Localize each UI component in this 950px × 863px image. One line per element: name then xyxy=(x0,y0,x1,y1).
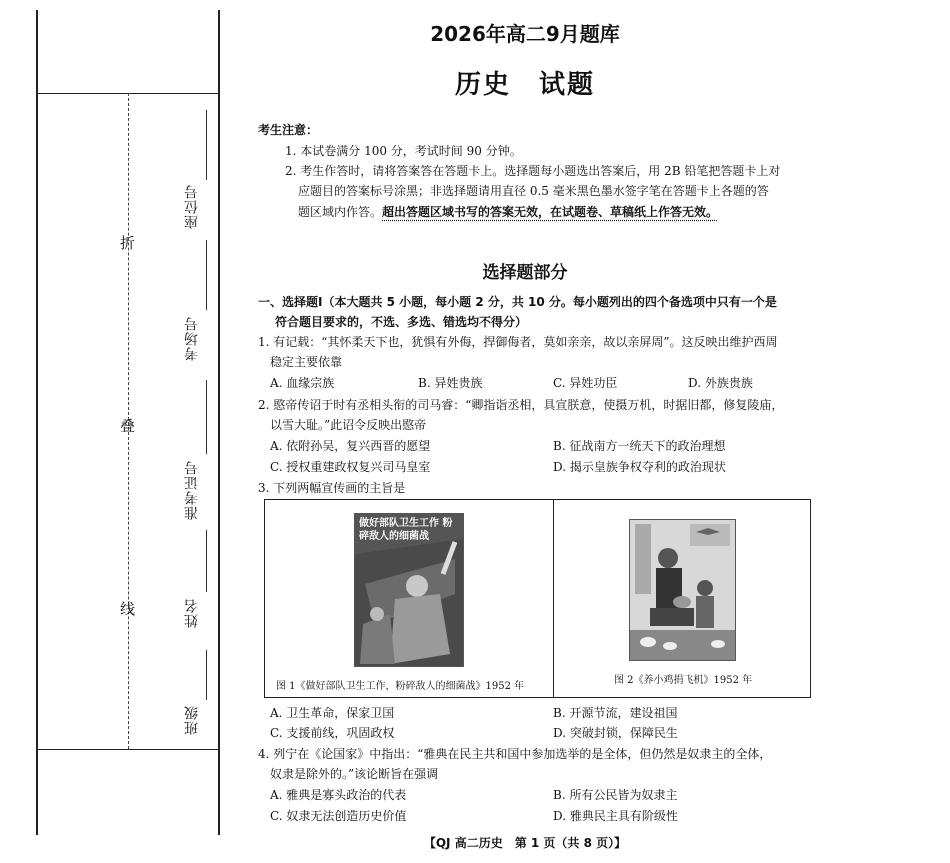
q1-option-a[interactable]: A. 血缘宗族 xyxy=(270,376,335,390)
part-instruction-line-2: 符合题目要求的，不选、多选、错选均不得分） xyxy=(275,315,528,329)
name-label: 姓名 xyxy=(184,598,200,628)
q3-option-d[interactable]: D. 突破封锁，保障民生 xyxy=(553,726,678,740)
q2-option-b[interactable]: B. 征战南方一统天下的政治理想 xyxy=(553,439,726,453)
q1-option-b[interactable]: B. 异姓贵族 xyxy=(418,376,483,390)
notice-heading: 考生注意： xyxy=(258,123,319,137)
exam-room-label: 考场号 xyxy=(184,316,200,361)
q1-option-d[interactable]: D. 外族贵族 xyxy=(688,376,753,390)
q2-option-a[interactable]: A. 依附孙吴，复兴西晋的愿望 xyxy=(270,439,431,453)
q4-option-d[interactable]: D. 雅典民主具有阶级性 xyxy=(553,809,678,823)
q1-option-c[interactable]: C. 异姓功臣 xyxy=(553,376,618,390)
class-label: 班级 xyxy=(184,705,200,735)
page-footer: 【QJ 高二历史 第 1 页（共 8 页）】 xyxy=(423,836,627,850)
q3-option-c[interactable]: C. 支援前线，巩固政权 xyxy=(270,726,395,740)
class-field[interactable] xyxy=(206,650,207,700)
notice-item-2-line-3 xyxy=(298,203,718,221)
margin-bottom-rule xyxy=(36,749,219,750)
fold-char-3: 线 xyxy=(120,600,136,618)
figure-1-caption: 图 1《做好部队卫生工作，粉碎敌人的细菌战》1952 年 xyxy=(276,681,525,692)
poster-image-1 xyxy=(354,513,464,667)
q2-stem-line-2: 以雪大耻。”此诏令反映出愍帝 xyxy=(270,418,427,432)
q3-option-b[interactable]: B. 开源节流，建设祖国 xyxy=(553,706,678,720)
subject-title: 历史 试题 xyxy=(454,70,595,100)
notice-item-2-line-2: 应题目的答案标号涂黑；非选择题请用直径 0.5 毫米黑色墨水签字笔在答题卡上各题的答 xyxy=(298,184,769,198)
q4-option-a[interactable]: A. 雅典是寡头政治的代表 xyxy=(270,788,407,802)
notice-item-2-line-3-plain: 题区域内作答。 xyxy=(298,205,383,219)
q2-option-d[interactable]: D. 揭示皇族争权夺利的政治现状 xyxy=(553,460,726,474)
q3-option-a[interactable]: A. 卫生革命，保家卫国 xyxy=(270,706,395,720)
q4-option-b[interactable]: B. 所有公民皆为奴隶主 xyxy=(553,788,678,802)
q1-stem-line-1: 1. 有记载：“其怀柔天下也，犹惧有外侮，捍御侮者，莫如亲亲，故以亲屏周”。这反映出维护西周 xyxy=(258,335,778,349)
margin-border-right xyxy=(218,10,220,835)
poster-1-text: 做好部队卫生工作 粉碎敌人的细菌战 xyxy=(359,518,453,542)
section-title: 选择题部分 xyxy=(482,263,568,283)
seat-number-field[interactable] xyxy=(206,110,207,180)
admission-number-label: 准考证号 xyxy=(184,460,200,520)
margin-border-left xyxy=(36,10,38,835)
part-instruction-line-1: 一、选择题Ⅰ（本大题共 5 小题，每小题 2 分，共 10 分。每小题列出的四个备选项中只有一个是 xyxy=(258,295,777,309)
q2-option-c[interactable]: C. 授权重建政权复兴司马皇室 xyxy=(270,460,431,474)
q4-option-c[interactable]: C. 奴隶无法创造历史价值 xyxy=(270,809,407,823)
notice-item-1: 1. 本试卷满分 100 分，考试时间 90 分钟。 xyxy=(285,144,522,158)
name-field[interactable] xyxy=(206,530,207,592)
q3-stem: 3. 下列两幅宣传画的主旨是 xyxy=(258,481,406,495)
seat-number-label: 座位号 xyxy=(184,184,200,229)
notice-item-2-line-1: 2. 考生作答时，请将答案答在答题卡上。选择题每小题选出答案后，用 2B 铅笔把答题卡上对 xyxy=(285,164,781,178)
figure-2-caption: 图 2《养小鸡捐飞机》1952 年 xyxy=(614,675,753,686)
figure-divider xyxy=(553,499,554,698)
fold-char-2: 叠 xyxy=(120,417,136,435)
poster-image-2 xyxy=(629,519,736,661)
fold-char-1: 折 xyxy=(120,234,136,252)
notice-emphasis: 超出答题区域书写的答案无效，在试题卷、草稿纸上作答无效。 xyxy=(382,205,719,219)
admission-number-field[interactable] xyxy=(206,380,207,454)
q2-stem-line-1: 2. 愍帝传诏于时有丞相头衔的司马睿：“卿指诣丞相，具宣朕意，使摄万机，时据旧都，修复陵庙， xyxy=(258,398,784,412)
q1-stem-line-2: 稳定主要依靠 xyxy=(270,355,343,369)
q4-stem-line-1: 4. 列宁在《论国家》中指出：“雅典在民主共和国中参加选举的是全体，但仍然是奴隶主的全体， xyxy=(258,747,772,761)
exam-bank-title: 2026年高二9月题库 xyxy=(430,22,620,46)
q4-stem-line-2: 奴隶是除外的。”该论断旨在强调 xyxy=(270,767,439,781)
